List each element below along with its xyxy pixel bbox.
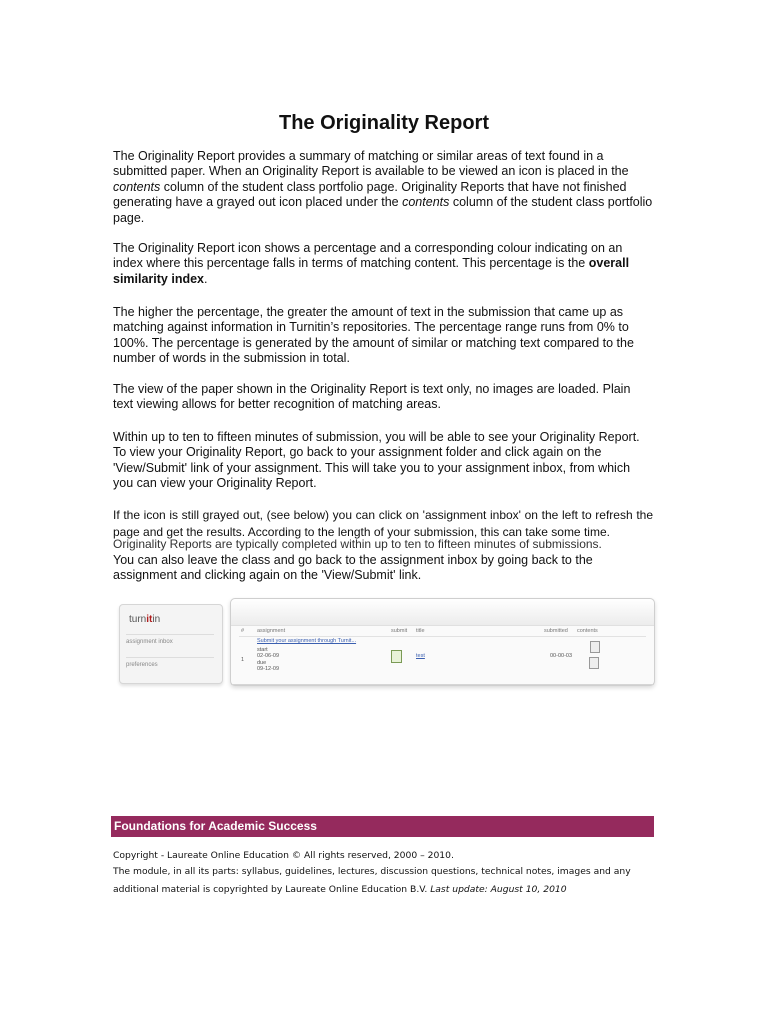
completion-note: Originality Reports are typically completed within up to ten to fifteen minutes of submissions. [113, 537, 602, 551]
timing-paragraph: Within up to ten to fifteen minutes of submission, you will be able to see your Originality Report. To view your Originality Report, go back to your assignment folder and click again on the 'View/Submit' link of your assignment. This will take you to your assignment inbox, from which you can view your Originality Report. [113, 430, 640, 491]
module-notice: The module, in all its parts: syllabus, guidelines, lectures, discussion questions, technical notes, images and any additional material is copyrighted by Laureate Online Education B.V. Last update: August 10, 2010 [113, 866, 631, 895]
row-number: 1 [241, 657, 245, 663]
due-label: due [257, 660, 267, 666]
col-number: # [241, 628, 245, 634]
originality-report-icon[interactable] [589, 657, 599, 669]
col-title: title [416, 628, 425, 634]
col-submit: submit [391, 628, 408, 634]
leave-class-paragraph: You can also leave the class and go back to the assignment inbox by going back to the assignment and clicking again on the 'View/Submit' link. [113, 553, 593, 583]
assignment-link[interactable]: Submit your assignment through Turnit... [257, 638, 357, 644]
footer-banner: Foundations for Academic Success [111, 816, 654, 837]
panel-divider [231, 684, 654, 685]
turnitin-logo: turnitin [129, 614, 161, 625]
page-title: The Originality Report [278, 112, 490, 134]
col-contents: contents [577, 628, 598, 634]
grayed-report-icon [590, 641, 600, 653]
last-update: Last update: August 10, 2010 [430, 884, 567, 895]
col-assignment: assignment [257, 628, 286, 634]
sidebar-item-preferences[interactable]: preferences [126, 657, 214, 668]
start-date: 02-06-09 [257, 653, 280, 659]
grayed-out-paragraph: If the icon is still grayed out, (see below) you can click on 'assignment inbox' on the left to refresh the page and get the results. According to the length of your submission, this can take some time. [113, 508, 653, 539]
turnitin-sidebar [119, 604, 223, 684]
sidebar-item-assignment-inbox[interactable]: assignment inbox [126, 634, 214, 645]
icon-paragraph: The Originality Report icon shows a percentage and a corresponding colour indicating on an index where this percentage falls in terms of matching content. This percentage is the overall similarity index. [113, 241, 630, 286]
percentage-paragraph: The higher the percentage, the greater the amount of text in the submission that came up as matching against information in Turnitin’s repositories. The percentage range runs from 0% to 100%. The percentage is generated by the amount of similar or matching text compared to the number of words in the submission in total. [113, 305, 634, 366]
view-paragraph: The view of the paper shown in the Originality Report is text only, no images are loaded. Plain text viewing allows for better recognition of matching areas. [113, 382, 631, 412]
submit-document-icon[interactable] [391, 650, 402, 663]
assignment-inbox-panel [230, 598, 655, 686]
paper-title-link[interactable]: test [416, 653, 425, 659]
submitted-date: 00-00-03 [550, 653, 573, 659]
col-submitted: submitted [544, 628, 568, 634]
panel-header [231, 599, 654, 626]
turnitin-screenshot [119, 598, 655, 688]
table-row [239, 636, 646, 677]
intro-paragraph: The Originality Report provides a summary of matching or similar areas of text found in a submitted paper. When an Originality Report is available to be viewed an icon is placed in the contents column of the student class portfolio page. Originality Reports that have not finished generating have a grayed out icon placed under the contents column of the student class portfolio page. [113, 149, 653, 225]
start-label: start [257, 647, 268, 653]
due-date: 09-12-09 [257, 666, 280, 672]
copyright-line: Copyright - Laureate Online Education © All rights reserved, 2000 – 2010. [113, 850, 454, 861]
